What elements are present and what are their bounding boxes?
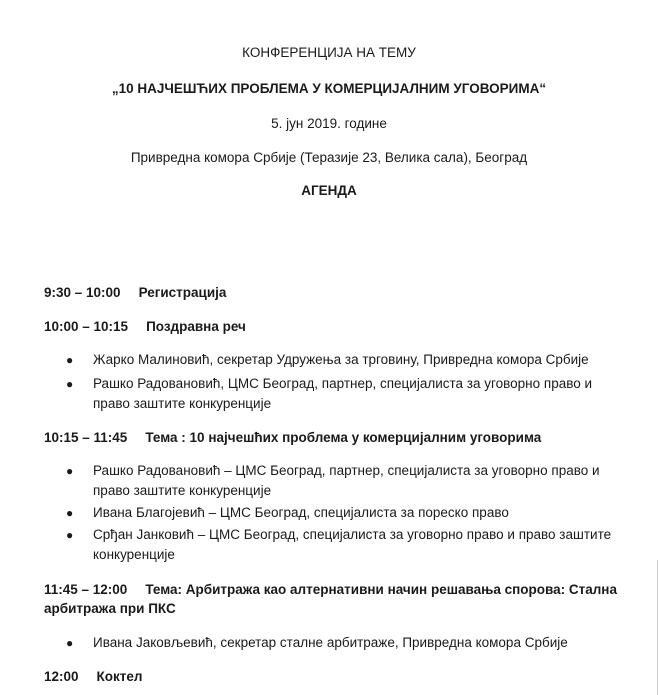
bullet-icon: ●: [66, 377, 74, 391]
speaker-item: [66, 461, 626, 501]
speaker-item: [66, 503, 626, 523]
speaker-text: Жарко Малиновић, секретар Удружења за трговину, Привредна комора Србије: [93, 352, 589, 367]
agenda-heading: АГЕНДА: [301, 183, 357, 198]
bullet-icon: ●: [66, 506, 74, 520]
agenda-slot: [44, 317, 648, 336]
slot-topic: Коктел: [96, 669, 143, 684]
slot-time: 10:00 – 10:15: [44, 319, 129, 334]
agenda-slot: [44, 580, 648, 618]
bullet-icon: ●: [66, 528, 74, 542]
conference-venue: Привредна комора Србије (Теразије 23, Велика сала), Београд: [130, 150, 528, 165]
slot-time: 11:45 – 12:00: [44, 582, 128, 597]
slot-time: 12:00: [44, 669, 79, 684]
speaker-item: [66, 374, 626, 414]
slot-topic: Поздравна реч: [146, 319, 246, 334]
speaker-text: Срђан Јанковић – ЦМС Београд, специјалиста за уговорно право и право заштите конкуренције: [93, 527, 612, 562]
agenda-slot: [44, 428, 648, 447]
speaker-item: [66, 350, 626, 370]
slot-topic: Тема: Арбитража као алтернативни начин решавања спорова: Стална: [145, 582, 617, 597]
agenda-slot: [44, 667, 648, 686]
speaker-text: Рашко Радовановић – ЦМС Београд, партнер, специјалиста за уговорно право и право заштите конкуренције: [93, 463, 600, 498]
speaker-item: [66, 633, 626, 653]
speaker-item: [66, 525, 626, 565]
conference-label: КОНФЕРЕНЦИЈА НА ТЕМУ: [242, 45, 416, 60]
slot-topic-continued: арбитража при ПКС: [44, 601, 176, 616]
slot-topic: Тема : 10 најчешћих проблема у комерцијалним уговорима: [145, 430, 542, 445]
speaker-text: Ивана Јаковљевић, секретар сталне арбитраже, Привредна комора Србије: [93, 635, 568, 650]
slot-topic: Регистрација: [138, 285, 227, 300]
bullet-icon: ●: [66, 464, 74, 478]
conference-title: „10 НАЈЧЕШЋИХ ПРОБЛЕМА У КОМЕРЦИЈАЛНИМ УГОВОРИМА“: [111, 81, 547, 96]
conference-date: 5. јун 2019. године: [271, 116, 387, 131]
speaker-text: Ивана Благојевић – ЦМС Београд, специјалиста за пореско право: [93, 505, 509, 520]
speaker-text: Рашко Радовановић, ЦМС Београд, партнер, специјалиста за уговорно право и право заштите конкуренције: [93, 376, 593, 411]
slot-time: 9:30 – 10:00: [44, 285, 121, 300]
bullet-icon: ●: [66, 636, 74, 650]
agenda-slot: [44, 283, 648, 302]
slot-time: 10:15 – 11:45: [44, 430, 128, 445]
bullet-icon: ●: [66, 353, 74, 367]
